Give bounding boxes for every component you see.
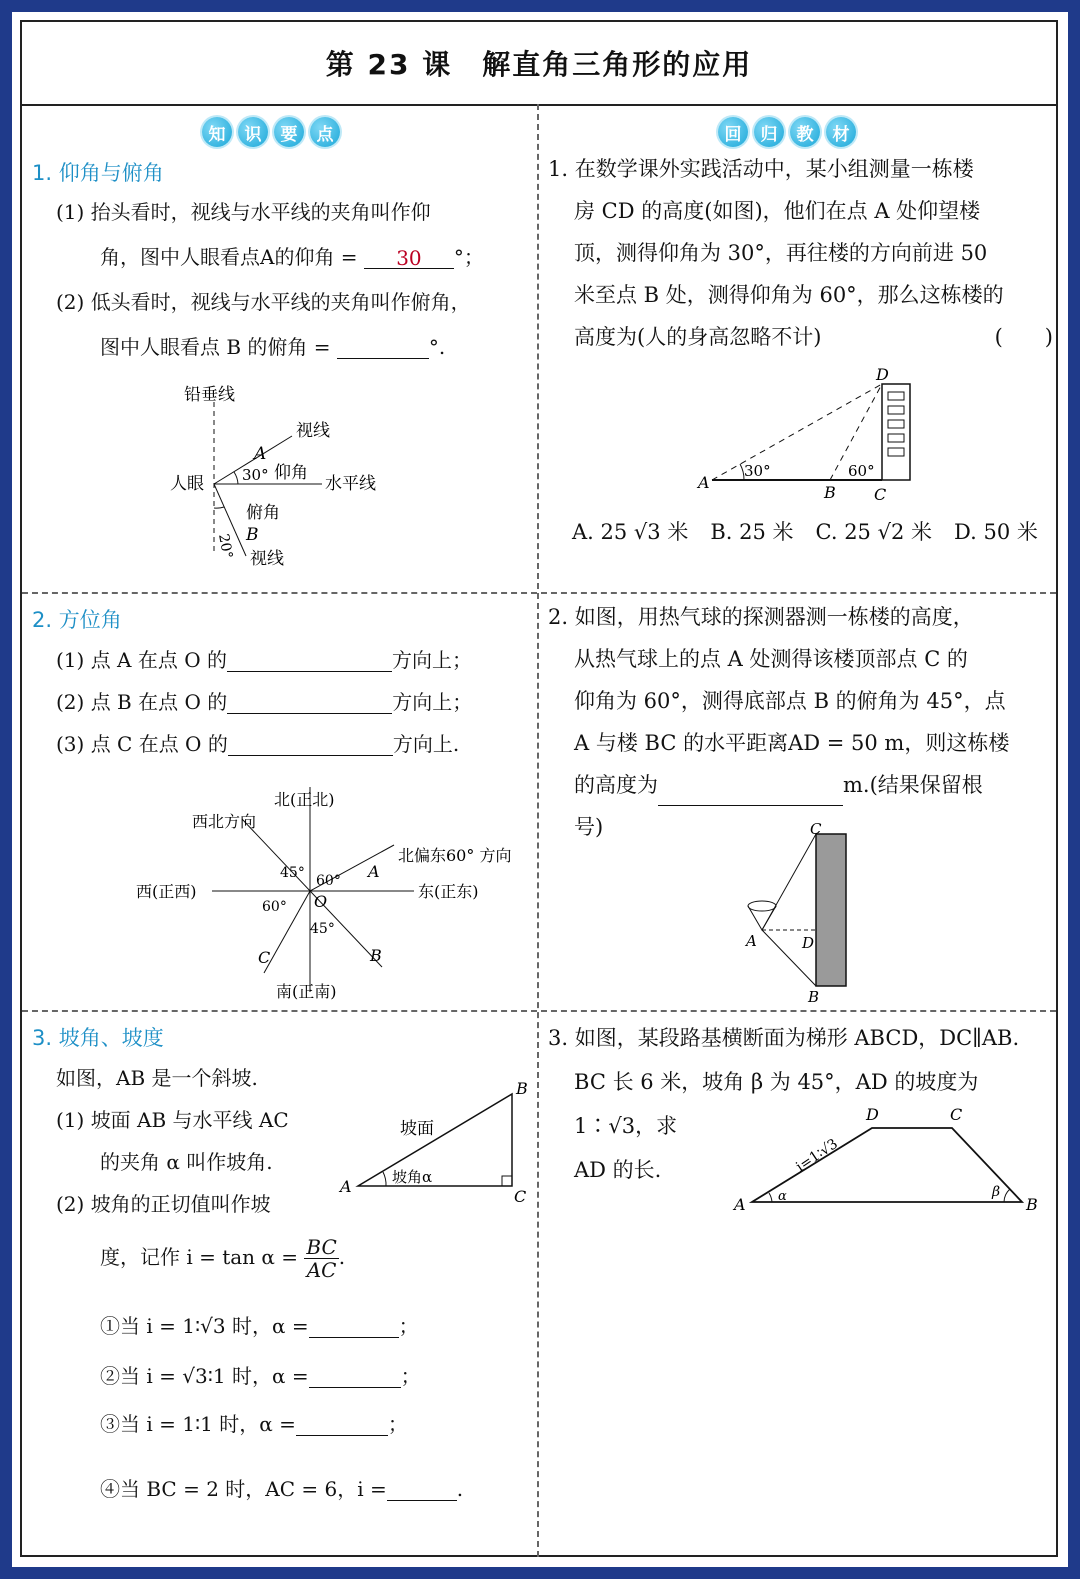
slope-figure [332,1074,537,1204]
page-title: 第 23 课 解直角三角形的应用 [22,22,1056,106]
q1-options [572,520,1038,544]
alpha-label: α [778,1189,787,1204]
point-c-label: C [810,820,822,838]
sight-label-1: 视线 [296,421,330,441]
depression-arc [214,507,224,508]
q2-line: A 与楼 BC 的水平距离AD = 50 m，则这栋楼 [574,731,1010,755]
textbook-review-badges [718,117,856,147]
depression-label: 俯角 [246,503,280,523]
q2-line-5-text: 的高度为 [574,773,658,797]
eye-label: 人眼 [170,474,204,494]
badge-char: 识 [238,117,268,147]
badge-char: 知 [202,117,232,147]
s2-line-1-end: 方向上； [391,648,472,672]
south-label: 南(正南) [276,982,337,1001]
s1-line-4-text: 图中人眼看点 B 的俯角 = [100,335,331,359]
angle-30-label: 30° [242,466,269,484]
q1-line [548,316,1053,358]
angle-20-label: 20° [215,532,236,560]
case-3-text: ③当 i = 1∶1 时，α = [100,1412,296,1436]
q2-line: 2. 如图，用热气球的探测器测一栋楼的高度， [548,605,974,629]
angle-60-label: 60° [848,462,875,480]
badge-char: 回 [718,117,748,147]
option-a[interactable]: A. 25 √3 米 [572,520,689,544]
elevation-arc [234,472,238,484]
building-rect [882,384,910,480]
q1-line: 顶，测得仰角为 30°，再往楼的方向前进 50 [574,241,988,265]
s3-line-4-text: 度，记作 i = tan α = [100,1245,299,1269]
case-4 [100,1470,463,1501]
s1-line-3: (2) 低头看时，视线与水平线的夹角叫作俯角， [56,290,471,314]
trapezoid-figure [722,1102,1042,1227]
height-answer-blank[interactable] [658,783,843,806]
s2-line-2-end: 方向上； [392,690,473,714]
s1-line-2 [100,245,484,269]
case-1-text: ①当 i = 1∶√3 时，α = [100,1314,309,1338]
elevation-answer-blank[interactable]: 30 [364,246,454,269]
angle-45-top: 45° [280,865,305,881]
case-3-blank[interactable] [296,1413,388,1436]
badge-char: 点 [310,117,340,147]
case-1 [100,1314,419,1338]
case-4-end: . [456,1477,464,1501]
right-angle-mark [502,1176,512,1186]
knowledge-points-badges [202,117,340,147]
badge-char: 归 [754,117,784,147]
line-ac [762,834,816,930]
point-b-label: B [824,483,836,502]
angle-45-bottom: 45° [310,921,335,937]
s3-line-4: 度，记作 i = tan α = $\frac{BC}{AC}$ . [100,1235,346,1282]
section-1-title: 1. 仰角与俯角 [32,161,164,185]
s1-line-2-end: °； [453,245,484,269]
tall-building [816,834,846,986]
review-question-1 [548,148,1053,358]
east-label: 东(正东) [418,882,479,901]
case-2 [100,1364,421,1388]
s2-line-1 [56,648,472,672]
north-label: 北(正北) [274,790,335,809]
s3-line-1: (1) 坡面 AB 与水平线 AC [56,1108,289,1132]
s3-line-3: (2) 坡角的正切值叫作坡 [56,1192,271,1216]
s3-line-2: 的夹角 α 叫作坡角. [100,1150,273,1174]
alpha-arc [769,1193,772,1202]
point-d-label: D [866,1105,879,1124]
case-2-text: ②当 i = √3∶1 时，α = [100,1364,309,1388]
point-c-label: C [950,1105,963,1124]
s2-line-2 [56,690,472,714]
s1-line-1: (1) 抬头看时，视线与水平线的夹角叫作仰 [56,200,431,224]
s2-line-1-text: (1) 点 A 在点 O 的 [56,648,227,672]
trapezoid [752,1128,1022,1202]
fraction-numerator: BC [306,1235,337,1259]
q2-line [548,764,1053,806]
option-c[interactable]: C. 25 √2 米 [815,520,933,544]
case-2-blank[interactable] [309,1365,401,1388]
slope-angle-label: 坡角α [392,1168,433,1186]
vertical-label: 铅垂线 [184,385,235,405]
point-b-label: B [1026,1195,1038,1214]
option-d[interactable]: D. 50 米 [954,520,1038,544]
badge-char: 要 [274,117,304,147]
point-b-label: B [246,525,259,545]
case-1-blank[interactable] [309,1315,399,1338]
slope-ratio-label: i=1∶√3 [793,1135,841,1176]
point-a-label: A [698,473,710,492]
slope-triangle [358,1094,512,1186]
fraction-denominator: AC [306,1258,337,1282]
origin-o-label: O [314,892,328,911]
point-a-label: A [254,444,267,464]
balloon-figure [732,820,872,1006]
page-frame [12,12,1068,1567]
angle-60-right: 60° [316,873,341,889]
horizontal-label: 水平线 [325,474,376,494]
sight-label-2: 视线 [250,549,284,569]
section-3-title: 3. 坡角、坡度 [32,1026,164,1050]
direction-a-blank[interactable] [227,649,392,672]
balloon-top [748,901,776,911]
case-2-end: ； [400,1364,421,1388]
badge-char: 材 [826,117,856,147]
s3-intro: 如图，AB 是一个斜坡. [56,1066,258,1090]
point-c-label: C [514,1187,527,1206]
s2-line-3 [56,732,459,756]
direction-b-blank[interactable] [227,691,392,714]
ne60-label: 北偏东60° 方向 [398,846,512,865]
point-a-label: A [368,862,380,881]
s1-line-4-end: °. [428,335,446,359]
nw-se-line [242,819,382,967]
case-4-text: ④当 BC = 2 时，AC = 6，i = [100,1477,387,1501]
point-b-label: B [370,946,382,965]
row-divider-2 [22,1010,1056,1012]
q1-line: 房 CD 的高度(如图)，他们在点 A 处仰望楼 [574,199,981,223]
point-a-label: A [746,932,757,950]
column-divider [537,104,539,1557]
beta-label: β [992,1184,1001,1200]
case-3 [100,1412,408,1436]
option-b[interactable]: B. 25 米 [710,520,794,544]
case-4-blank[interactable] [387,1470,457,1501]
s2-line-3-text: (3) 点 C 在点 O 的 [56,732,228,756]
angle-30-label: 30° [744,462,771,480]
depression-answer-blank[interactable] [337,336,429,359]
northwest-label: 西北方向 [192,812,257,831]
s2-line-2-text: (2) 点 B 在点 O 的 [56,690,228,714]
slope-face-label: 坡面 [400,1119,434,1139]
case-3-end: ； [387,1412,408,1436]
point-d-label: D [802,934,815,952]
point-c-label: C [258,948,271,967]
slope-angle-arc [383,1172,386,1186]
q1-line: 米至点 B 处，测得仰角为 60°，那么这栋楼的 [574,283,1004,307]
badge-char: 教 [790,117,820,147]
point-a-label: A [340,1177,352,1196]
review-question-2 [548,596,1053,848]
q1-last-text: 高度为(人的身高忽略不计) [574,325,822,349]
beta-arc [1004,1189,1010,1202]
s2-line-3-end: 方向上. [392,732,460,756]
point-a-label: A [734,1195,746,1214]
q2-line: 号) [574,815,604,839]
point-c-label: C [874,485,887,504]
q3-line: 3. 如图，某段路基横断面为梯形 ABCD，DC∥AB. [548,1026,1020,1050]
q1-line: 1. 在数学课外实践活动中，某小组测量一栋楼 [548,157,974,181]
building-figure [682,362,922,504]
answer-paren[interactable]: ( ) [994,325,1053,349]
point-b-label: B [516,1079,528,1098]
fraction-bc-ac [304,1236,338,1281]
elevation-depression-figure [162,374,402,569]
elevation-label: 仰角 [274,463,308,483]
s1-line-2-text: 角，图中人眼看点A的仰角 = [100,245,358,269]
s1-line-4 [100,335,445,359]
q2-line-5-end: m.(结果保留根 [843,773,983,797]
q3-line: AD 的长. [574,1158,662,1182]
compass-figure [132,767,532,1002]
case-1-end: ； [398,1314,419,1338]
worksheet [20,20,1058,1557]
angle-60-left: 60° [262,899,287,915]
q3-line: BC 长 6 米，坡角 β 为 45°，AD 的坡度为 1∶√3，求 [574,1070,979,1138]
point-b-label: B [808,988,820,1006]
west-label: 西(正西) [136,882,197,901]
q2-line: 从热气球上的点 A 处测得该楼顶部点 C 的 [574,647,968,671]
row-divider-1 [22,592,1056,594]
point-d-label: D [876,365,889,384]
section-2-title: 2. 方位角 [32,608,122,632]
direction-c-blank[interactable] [228,733,393,756]
q2-line: 仰角为 60°，测得底部点 B 的俯角为 45°，点 [574,689,1006,713]
